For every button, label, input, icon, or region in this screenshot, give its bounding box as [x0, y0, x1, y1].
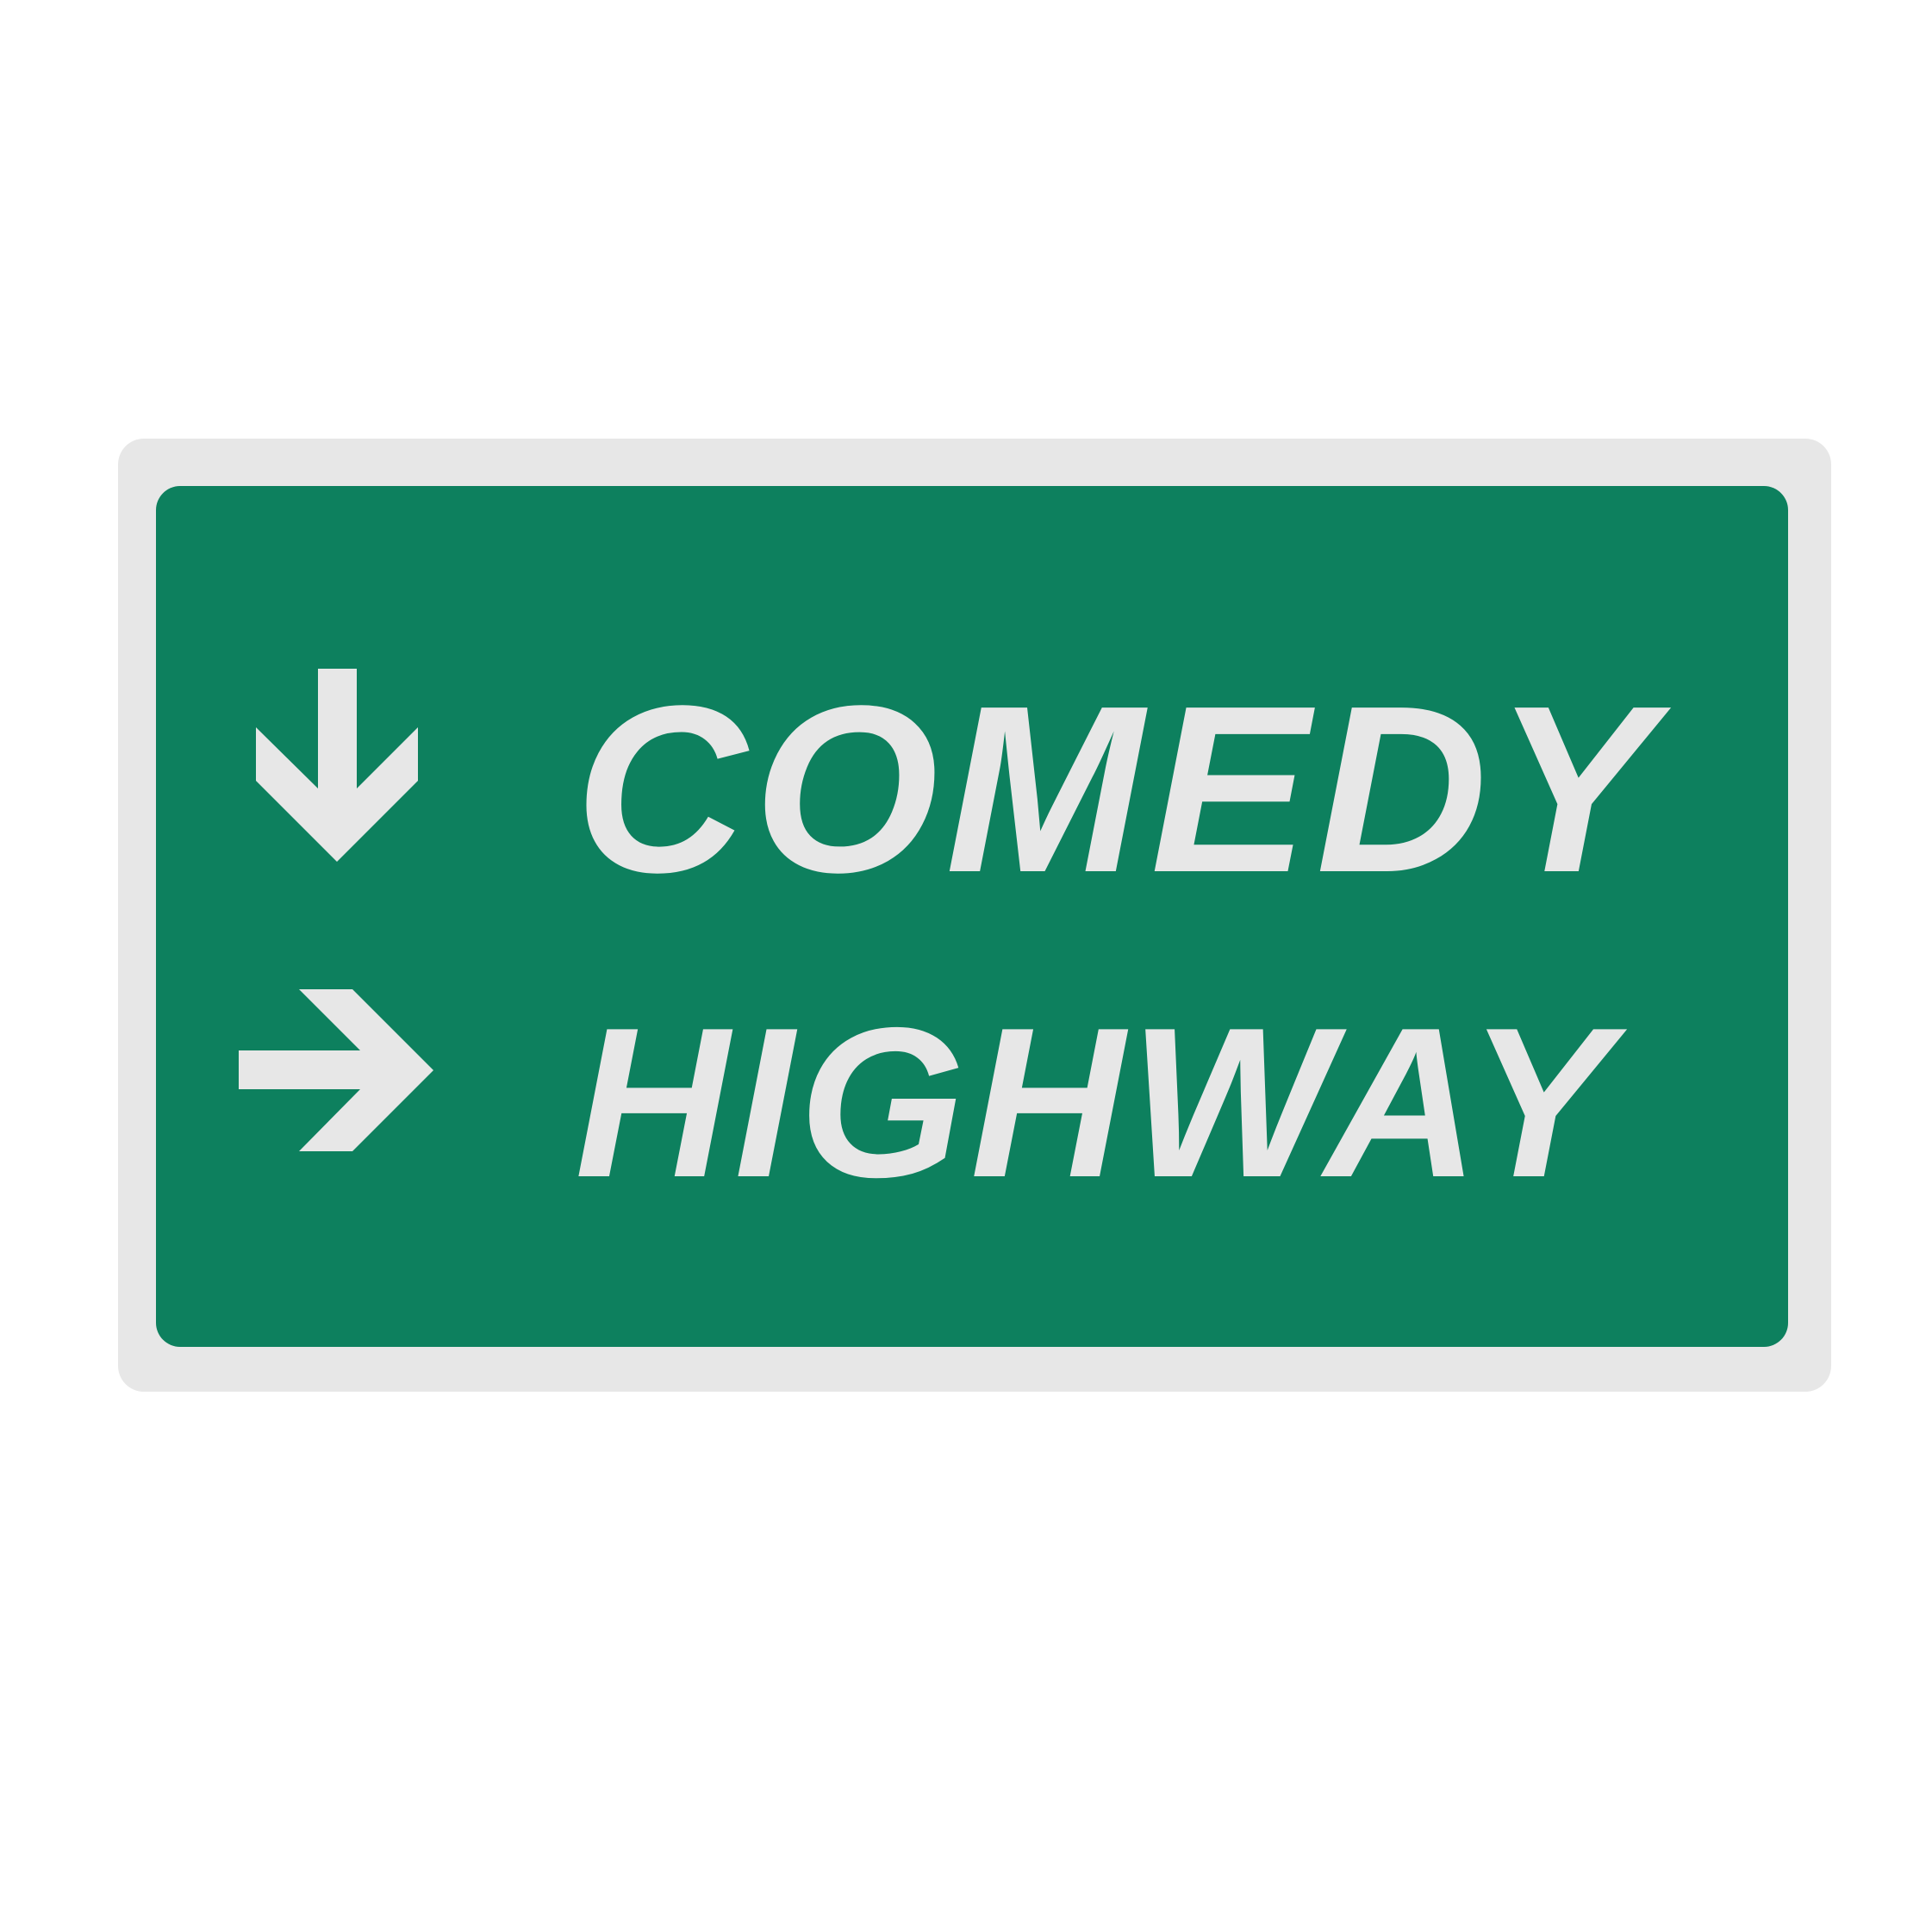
arrow-right-icon — [239, 988, 435, 1156]
sign-destination-line-1: COMEDY — [575, 657, 1661, 922]
sign-destination-line-2: HIGHWAY — [575, 982, 1617, 1222]
arrow-down-icon — [254, 669, 420, 863]
